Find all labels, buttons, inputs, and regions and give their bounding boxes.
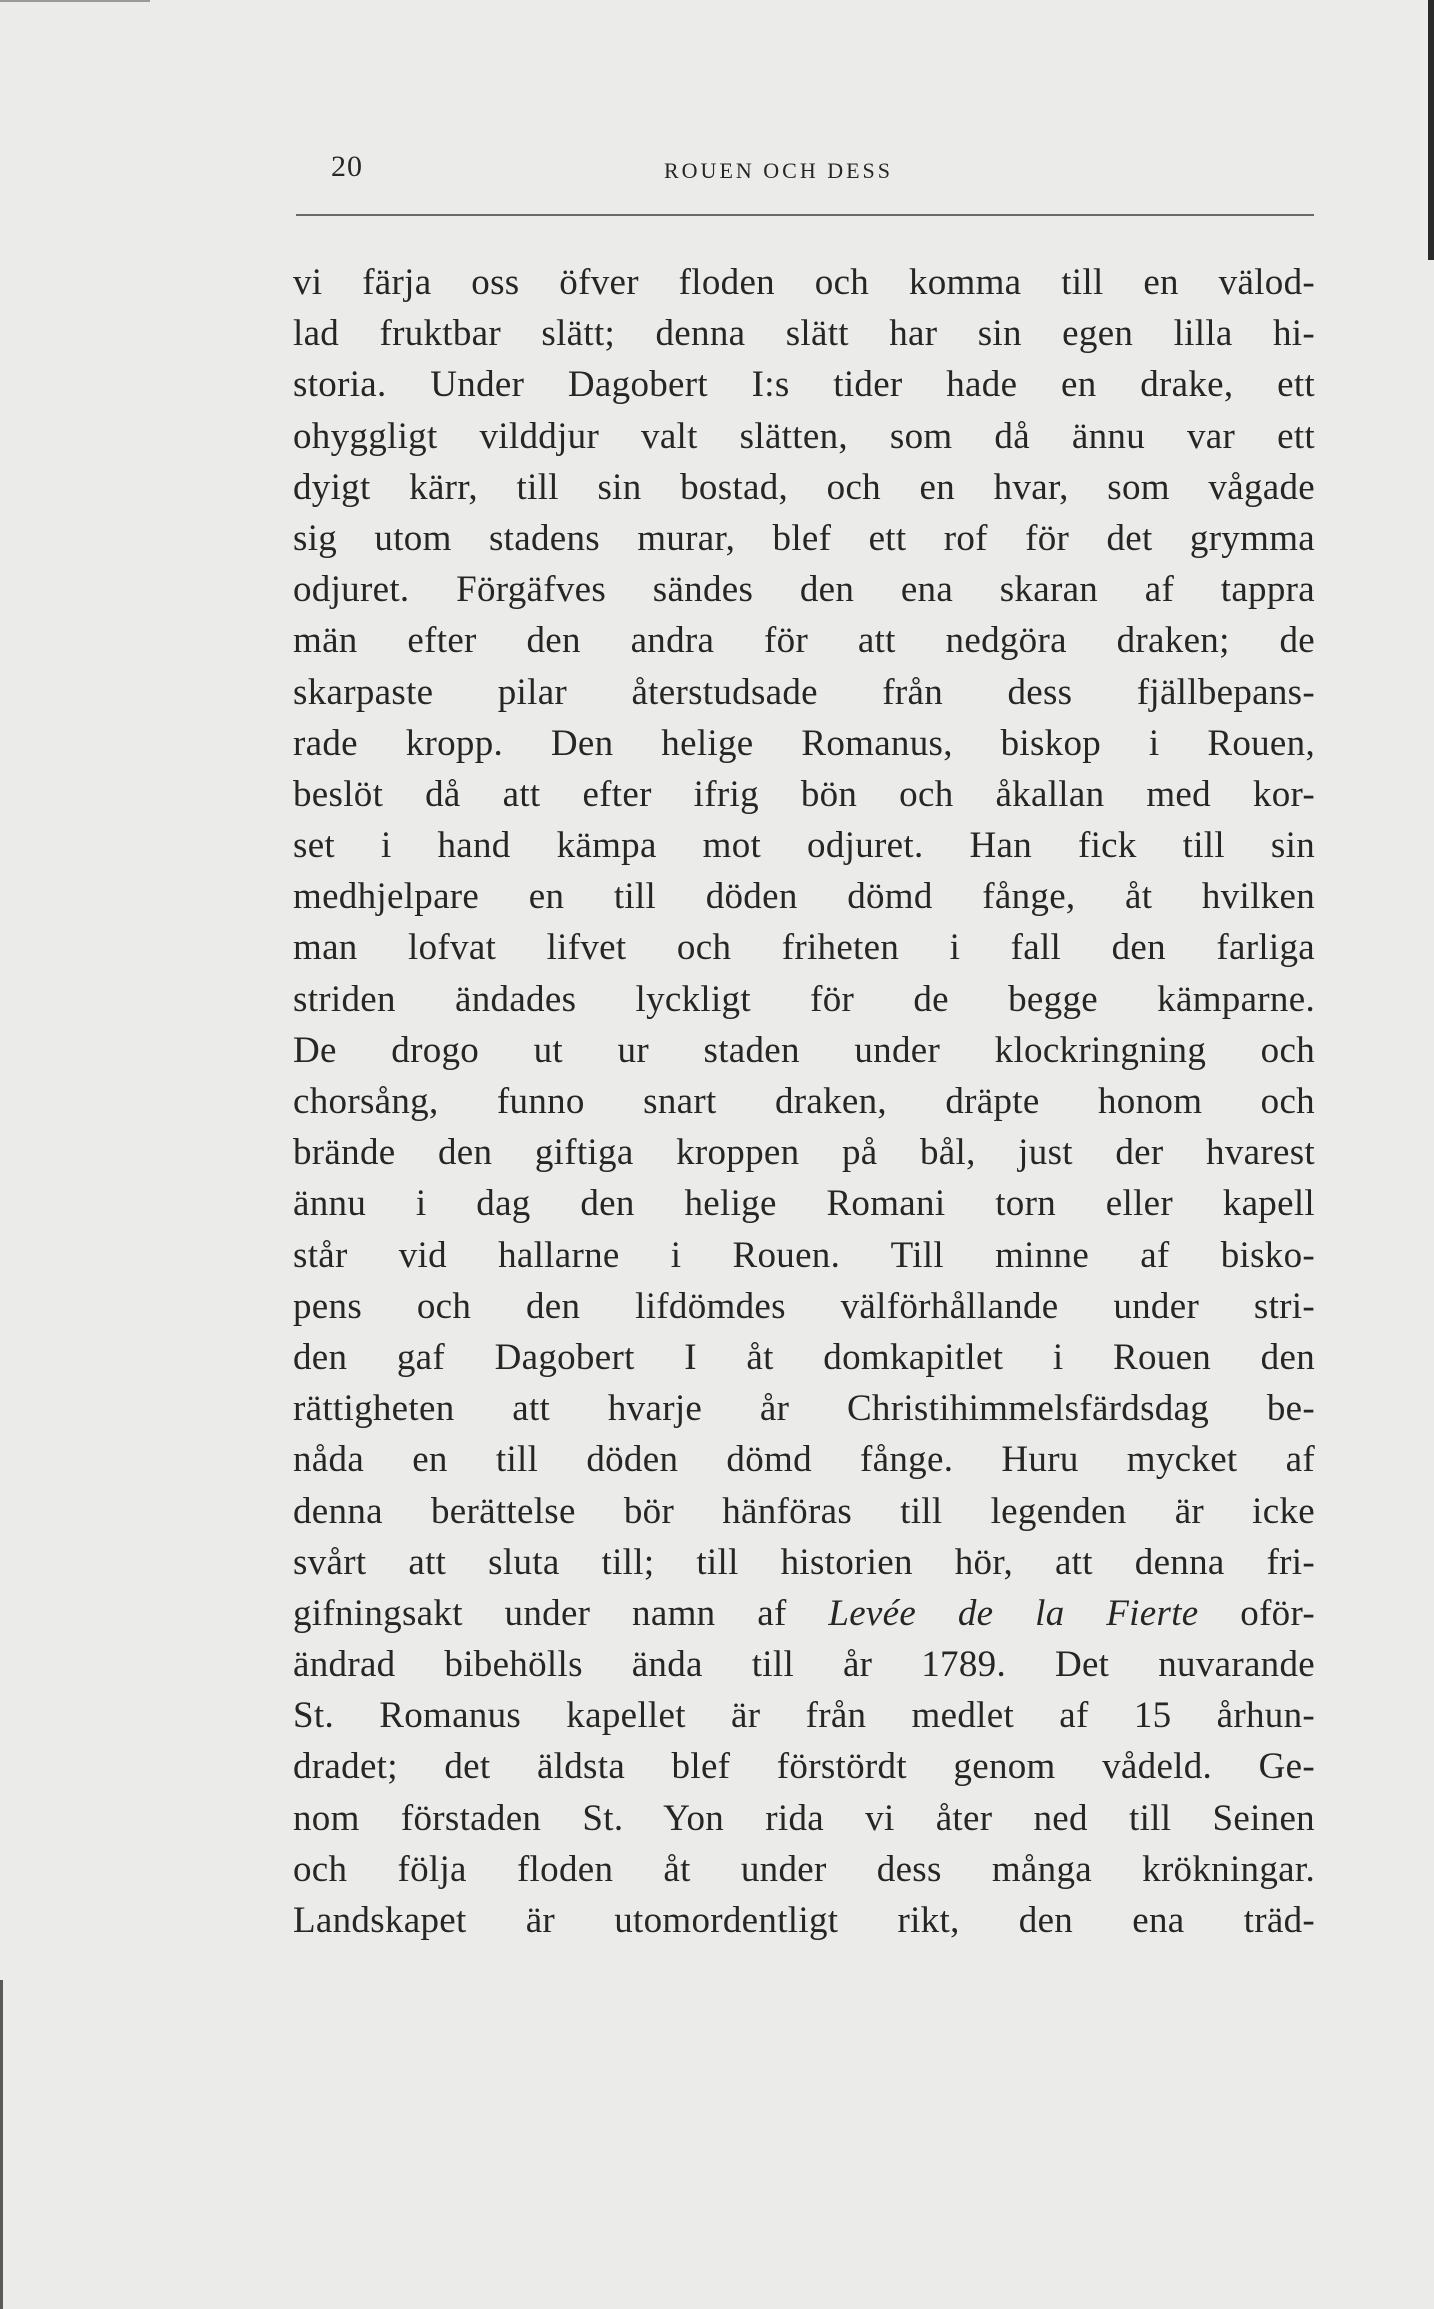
text-line: brände den giftiga kroppen på bål, just der hvarest [293,1132,1315,1174]
text-line: De drogo ut ur staden under klockringning och [293,1029,1315,1071]
body-text [293,257,1315,1946]
text-line: odjuret. Förgäfves sändes den ena skaran af tappra [293,569,1315,611]
running-head: ROUEN OCH DESS [664,158,894,183]
header-rule [296,214,1314,216]
text-line: rade kropp. Den helige Romanus, biskop i Rouen, [293,722,1315,764]
text-line: St. Romanus kapellet är från medlet af 15 århun- [293,1695,1315,1737]
text-line: medhjelpare en till döden dömd fånge, åt hvilken [293,876,1315,918]
text-line-with-italic [293,1588,1315,1639]
text-line: nåda en till döden dömd fånge. Huru mycket af [293,1439,1315,1481]
text-line: dradet; det äldsta blef förstördt genom vådeld. Ge- [293,1746,1315,1788]
text-line: dyigt kärr, till sin bostad, och en hvar, som vågade [293,466,1315,508]
text-line: rättigheten att hvarje år Christihimmelsfärdsdag be- [293,1388,1315,1430]
text-line: denna berättelse bör hänföras till legenden är icke [293,1490,1315,1532]
page-number: 20 [331,150,363,183]
text-line: den gaf Dagobert I åt domkapitlet i Rouen den [293,1336,1315,1378]
text-line: lad fruktbar slätt; denna slätt har sin egen lilla hi- [293,313,1315,355]
scan-edge-top [0,0,150,2]
italic-phrase: Levée de la Fierte [828,1592,1199,1634]
text-line: och följa floden åt under dess många krökningar. [293,1848,1315,1890]
scan-edge-right [1428,0,1434,260]
text-line: vi färja oss öfver floden och komma till en välod- [293,262,1315,303]
text-line: storia. Under Dagobert I:s tider hade en drake, ett [293,364,1315,406]
text-line: set i hand kämpa mot odjuret. Han fick till sin [293,825,1315,867]
text-line: striden ändades lyckligt för de begge kämparne. [293,978,1315,1020]
text-line: ännu i dag den helige Romani torn eller kapell [293,1183,1315,1225]
text-line: sig utom stadens murar, blef ett rof för det grymma [293,517,1315,559]
text-line: ändrad bibehölls ända till år 1789. Det nuvarande [293,1644,1315,1686]
text-line: svårt att sluta till; till historien hör, att denna fri- [293,1541,1315,1583]
text-line: Landskapet är utomordentligt rikt, den ena träd- [293,1900,1315,1941]
text-line: chorsång, funno snart draken, dräpte honom och [293,1081,1315,1122]
text-line: pens och den lifdömdes välförhållande under stri- [293,1285,1315,1327]
page-header [291,150,1311,210]
text-line: ohyggligt vilddjur valt slätten, som då ännu var ett [293,415,1315,457]
text-line: skarpaste pilar återstudsade från dess fjällbepans- [293,671,1315,713]
text-line: män efter den andra för att nedgöra draken; de [293,620,1315,662]
text-segment: oför- [1198,1592,1315,1634]
text-segment: gifningsakt under namn af [293,1592,829,1634]
text-line: står vid hallarne i Rouen. Till minne af bisko- [293,1234,1315,1276]
scan-edge-left [0,1980,3,2309]
text-line: man lofvat lifvet och friheten i fall den farliga [293,927,1315,969]
text-line: nom förstaden St. Yon rida vi åter ned till Seinen [293,1797,1315,1839]
text-line: beslöt då att efter ifrig bön och åkallan med kor- [293,773,1315,815]
